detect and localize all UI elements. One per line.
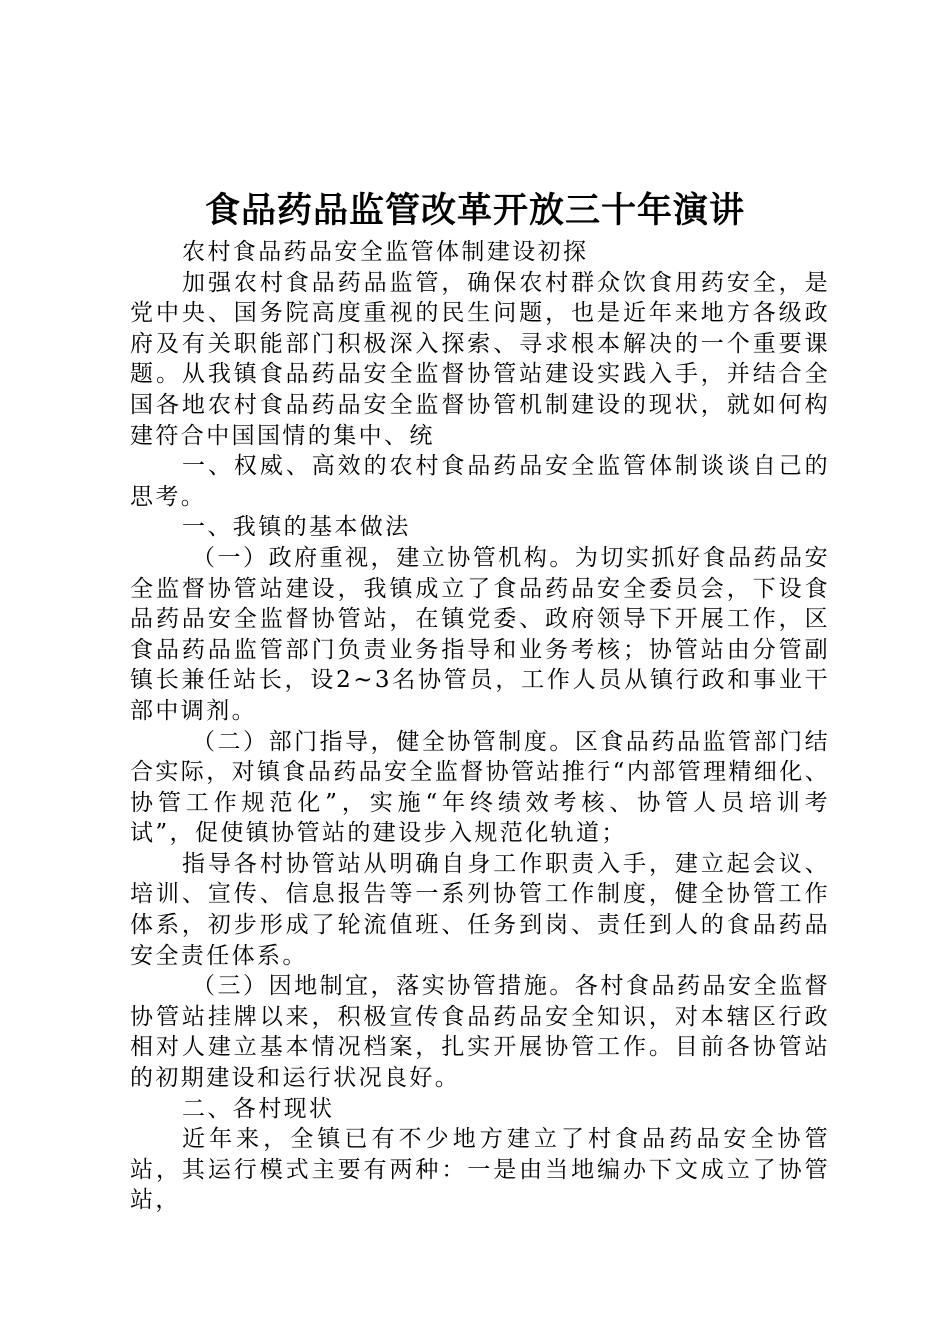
paragraph: 指导各村协管站从明确自身工作职责入手，建立起会议、培训、宣传、信息报告等一系列协管工作制度，健全协管工作体系，初步形成了轮流值班、任务到岗、责任到人的食品药品安全责任体系。 [130,850,830,969]
document-body [130,237,830,1216]
paragraph: 加强农村食品药品监管，确保农村群众饮食用药安全，是党中央、国务院高度重视的民生问题，也是近年来地方各级政府及有关职能部门积极深入探索、寻求根本解决的一个重要课题。从我镇食品药品安全监督协管站建设实践入手，并结合全国各地农村食品药品安全监督协管机制建设的现状，就如何构建符合中国国情的集中、统 [130,269,830,449]
paragraph: （三）因地制宜，落实协管措施。各村食品药品安全监督协管站挂牌以来，积极宣传食品药品安全知识，对本辖区行政相对人建立基本情况档案，扎实开展协管工作。目前各协管站的初期建设和运行状况良好。 [130,973,830,1092]
paragraph-subtitle: 农村食品药品安全监管体制建设初探 [182,239,589,265]
section-heading: 一、我镇的基本做法 [182,514,411,541]
paragraph: （一）政府重视，建立协管机构。为切实抓好食品药品安全监督协管站建设，我镇成立了食品药品安全委员会，下设食品药品安全监督协管站，在镇党委、政府领导下开展工作，区食品药品监管部门负责业务指导和业务考核；协管站由分管副镇长兼任站长，设2~3名协管员，工作人员从镇行政和事业干部中调剂。 [130,544,830,724]
document-title: 食品药品监管改革开放三十年演讲 [204,190,745,231]
paragraph: 近年来，全镇已有不少地方建立了村食品药品安全协管站，其运行模式主要有两种：一是由当地编办下文成立了协管站， [130,1126,830,1214]
paragraph: （二）部门指导，健全协管制度。区食品药品监管部门结合实际，对镇食品药品安全监督协管站推行“内部管理精细化、协管工作规范化”，实施“年终绩效考核、协管人员培训考试”，促使镇协管站的建设步入规范化轨道； [130,728,830,847]
paragraph: 一、权威、高效的农村食品药品安全监管体制谈谈自己的思考。 [130,453,830,510]
section-heading: 二、各村现状 [182,1095,335,1122]
